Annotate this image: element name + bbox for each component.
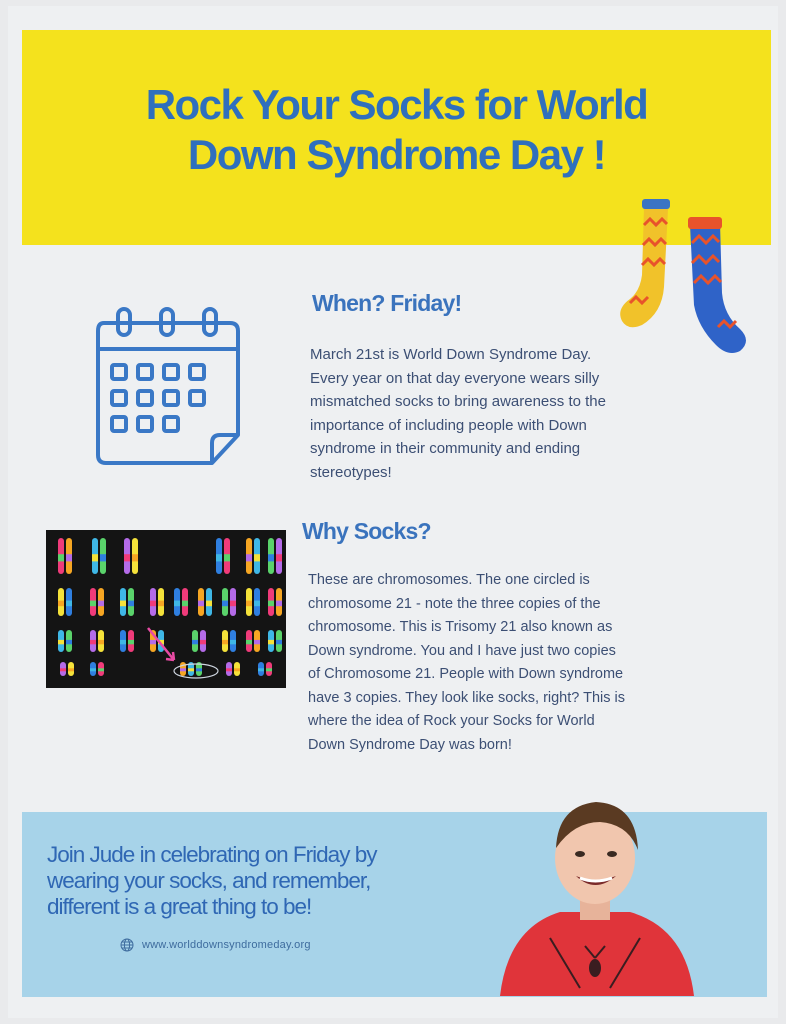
when-paragraph	[310, 343, 710, 484]
footer-line: Join Jude in celebrating on Friday by	[47, 842, 377, 867]
why-line: chromosome. This is Trisomy 21 also known as	[308, 619, 613, 635]
chromosome-band	[266, 668, 272, 671]
website-row	[120, 938, 311, 952]
chromosome-band	[100, 554, 106, 561]
chromosome-band	[182, 601, 188, 607]
why-line: Down Syndrome Day was born!	[308, 736, 512, 753]
chromosome-band	[90, 601, 96, 607]
chromosome-band	[188, 668, 194, 671]
chromosome-band	[230, 601, 236, 607]
chromosome-band	[58, 601, 64, 607]
when-line: stereotypes!	[310, 463, 392, 481]
calendar-icon	[92, 305, 242, 475]
chromosome-band	[60, 668, 66, 671]
socks-icon	[612, 195, 762, 360]
chromosome-band	[66, 554, 72, 561]
chromosome-band	[254, 554, 260, 561]
chromosome-band	[98, 640, 104, 644]
chromosome-band	[150, 601, 156, 607]
when-line: March 21st is World Down Syndrome Day.	[310, 346, 592, 363]
chromosome-band	[66, 640, 72, 644]
chromosome-band	[246, 554, 252, 561]
chromosome-band	[90, 640, 96, 644]
chromosome-band	[192, 640, 198, 644]
chromosome-band	[58, 554, 64, 561]
chromosome-band	[216, 554, 222, 561]
chromosome-band	[124, 554, 130, 561]
child-photo	[490, 788, 700, 996]
chromosome-band	[246, 601, 252, 607]
chromosome-band	[268, 640, 274, 644]
chromosome-band	[254, 601, 260, 607]
footer-line: wearing your socks, and remember,	[47, 868, 371, 893]
chromosome-band	[234, 668, 240, 671]
why-line: have 3 copies. They look like socks, right? This is	[308, 689, 626, 706]
why-line: chromosome 21 - note the three copies of the	[308, 595, 601, 612]
chromosome-band	[206, 601, 212, 607]
why-line: These are chromosomes. The one circled is	[308, 572, 590, 588]
chromosome-band	[246, 640, 252, 644]
chromosome-band	[158, 601, 164, 607]
chromosome-band	[258, 668, 264, 671]
chromosome-band	[120, 601, 126, 607]
title-line-2: Down Syndrome Day !	[187, 131, 606, 178]
page-title	[22, 80, 771, 180]
website-link[interactable]: www.worlddownsyndromeday.org	[142, 939, 311, 951]
title-line-1: Rock Your Socks for World	[145, 81, 648, 128]
footer-line: different is a great thing to be!	[47, 894, 312, 919]
chromosome-band	[224, 554, 230, 561]
chromosome-band	[150, 640, 156, 644]
why-line: Down syndrome. You and I have just two copies	[308, 642, 616, 659]
chromosome-band	[90, 668, 96, 671]
chromosome-band	[180, 668, 186, 671]
why-paragraph	[308, 569, 708, 757]
when-line: importance of including people with Down	[310, 416, 587, 434]
why-line: where the idea of Rock your Socks for World	[308, 713, 595, 729]
karyotype-image	[46, 530, 286, 688]
chromosome-band	[92, 554, 98, 561]
chromosome-band	[98, 668, 104, 671]
chromosome-band	[196, 668, 202, 671]
globe-icon	[120, 938, 134, 952]
chromosome-band	[58, 640, 64, 644]
chromosome-band	[222, 601, 228, 607]
chromosome-band	[268, 601, 274, 607]
chromosome-band	[276, 554, 282, 561]
when-heading: When? Friday!	[312, 290, 462, 316]
chromosome-band	[222, 640, 228, 644]
chromosome-band	[120, 640, 126, 644]
when-line: mismatched socks to bring awareness to the	[310, 393, 606, 410]
chromosome-band	[66, 601, 72, 607]
chromosome-band	[132, 554, 138, 561]
chromosome-band	[128, 601, 134, 607]
chromosome-band	[128, 640, 134, 644]
footer-message	[47, 842, 467, 920]
chromosome-band	[198, 601, 204, 607]
chromosome-band	[254, 640, 260, 644]
chromosome-band	[276, 640, 282, 644]
chromosome-band	[276, 601, 282, 607]
when-line: syndrome in their community and ending	[310, 440, 581, 457]
why-heading: Why Socks?	[302, 518, 431, 544]
chromosome-band	[226, 668, 232, 671]
chromosome-band	[174, 601, 180, 607]
why-line: of Chromosome 21. People with Down syndrome	[308, 666, 624, 682]
chromosome-band	[230, 640, 236, 644]
chromosome-band	[68, 668, 74, 671]
chromosome-band	[200, 640, 206, 644]
when-line: Every year on that day everyone wears silly	[310, 369, 600, 387]
chromosome-band	[268, 554, 274, 561]
chromosome-band	[98, 601, 104, 607]
